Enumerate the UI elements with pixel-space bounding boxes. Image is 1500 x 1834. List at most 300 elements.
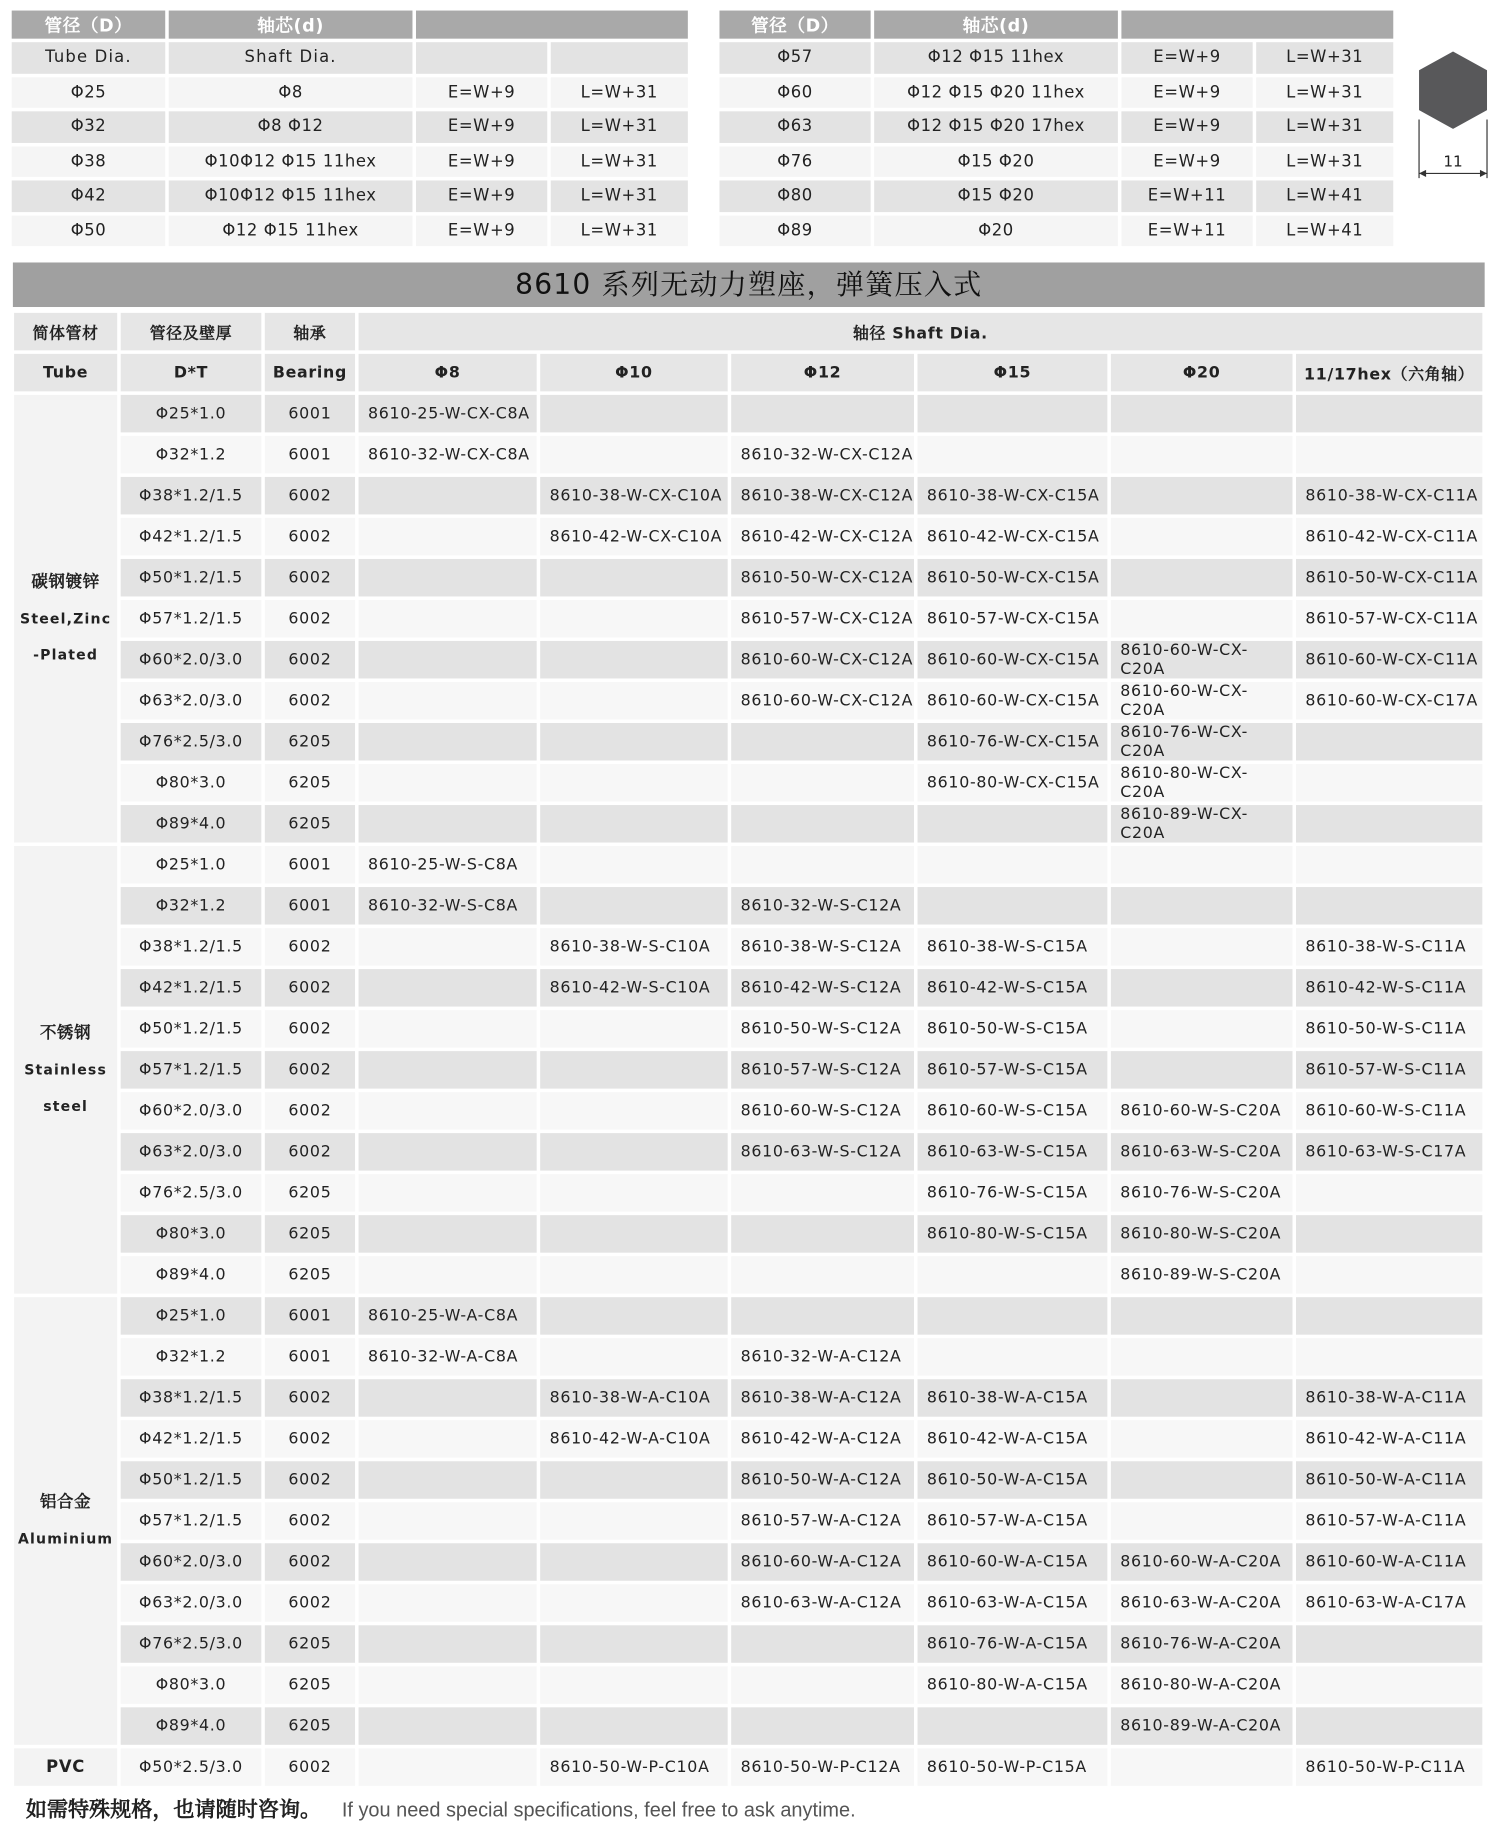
part-number-cell: 8610-76-W-CX-C15A (918, 723, 1108, 760)
bearing-cell: 6002 (265, 1010, 355, 1047)
bearing-cell: 6205 (265, 1174, 355, 1211)
bearing-cell: 6205 (265, 1215, 355, 1252)
part-number-cell: 8610-63-W-A-C15A (918, 1584, 1108, 1621)
part-number-cell (918, 1297, 1108, 1334)
dt-cell: Φ50*1.2/1.5 (121, 1461, 262, 1498)
part-number-cell (731, 846, 914, 883)
part-number-cell: 8610-25-W-CX-C8A (359, 395, 537, 432)
part-number-cell: 8610-80-W-A-C20A (1111, 1666, 1293, 1703)
dt-cell: Φ60*2.0/3.0 (121, 641, 262, 678)
dt-cell: Φ60*2.0/3.0 (121, 1543, 262, 1580)
part-number-cell: 8610-32-W-S-C8A (359, 887, 537, 924)
material-name-cn: 碳钢镀锌 (31, 572, 100, 592)
part-number-cell: 8610-57-W-S-C15A (918, 1051, 1108, 1088)
part-number-cell: 8610-38-W-S-C15A (918, 928, 1108, 965)
material-name-cn: 铝合金 (39, 1492, 92, 1512)
dt-cell: Φ89*4.0 (121, 1707, 262, 1744)
part-number-cell (540, 764, 727, 801)
spec-row (12, 215, 688, 246)
part-number-cell (1111, 1010, 1293, 1047)
col-subheader: Φ12 (731, 354, 914, 391)
dt-cell: Φ32*1.2 (121, 887, 262, 924)
subheader-tube-dia: Tube Dia. (12, 42, 166, 73)
spec-row (12, 146, 688, 177)
bearing-cell: 6002 (265, 600, 355, 637)
hex-shaft-icon (1416, 49, 1491, 185)
tube-dia-cell: Φ25 (12, 77, 166, 108)
part-number-cell (540, 682, 727, 719)
part-number-cell (540, 600, 727, 637)
part-number-cell: 8610-32-W-A-C8A (359, 1338, 537, 1375)
material-name-cn: PVC (46, 1757, 86, 1776)
part-number-cell (918, 1256, 1108, 1293)
part-number-cell: 8610-60-W-CX-C20A (1111, 682, 1293, 719)
subheader-blank (551, 42, 688, 73)
part-number-cell (359, 969, 537, 1006)
spec-table-left (8, 7, 691, 250)
part-number-cell: 8610-50-W-S-C12A (731, 1010, 914, 1047)
bearing-cell: 6002 (265, 641, 355, 678)
part-number-cell: 8610-50-W-CX-C15A (918, 559, 1108, 596)
part-number-cell: 8610-38-W-A-C15A (918, 1379, 1108, 1416)
table-row (14, 1461, 1482, 1498)
part-number-cell (1296, 723, 1482, 760)
shaft-dia-cell: Φ10Φ12 Φ15 11hex (169, 180, 413, 211)
tube-dia-cell: Φ60 (719, 77, 870, 108)
e-formula-cell: E=W+9 (1121, 42, 1252, 73)
e-formula-cell: E=W+9 (416, 146, 547, 177)
tube-dia-cell: Φ89 (719, 215, 870, 246)
col-subheader: Tube (14, 354, 117, 391)
table-row (14, 395, 1482, 432)
part-number-cell (359, 1215, 537, 1252)
bearing-cell: 6205 (265, 1256, 355, 1293)
bearing-cell: 6001 (265, 1338, 355, 1375)
part-number-cell (731, 1215, 914, 1252)
table-row (14, 600, 1482, 637)
part-number-cell (1296, 887, 1482, 924)
spec-row (719, 180, 1393, 211)
part-number-cell: 8610-25-W-S-C8A (359, 846, 537, 883)
part-number-cell: 8610-63-W-A-C20A (1111, 1584, 1293, 1621)
bearing-cell: 6002 (265, 1461, 355, 1498)
part-number-cell: 8610-76-W-CX-C20A (1111, 723, 1293, 760)
l-formula-cell: L=W+31 (1256, 42, 1393, 73)
dt-cell: Φ42*1.2/1.5 (121, 969, 262, 1006)
part-number-cell (1296, 1338, 1482, 1375)
part-number-cell (359, 1092, 537, 1129)
part-number-cell (1296, 1625, 1482, 1662)
part-number-cell (731, 1256, 914, 1293)
footer-note-cn: 如需特殊规格，也请随时咨询。 (25, 1797, 322, 1823)
part-number-cell: 8610-60-W-S-C11A (1296, 1092, 1482, 1129)
header-shaft-dia: 轴芯(d) (874, 11, 1118, 39)
part-number-cell (540, 1010, 727, 1047)
part-number-cell: 8610-25-W-A-C8A (359, 1297, 537, 1334)
dt-cell: Φ63*2.0/3.0 (121, 682, 262, 719)
bearing-cell: 6205 (265, 764, 355, 801)
part-number-cell: 8610-38-W-CX-C12A (731, 477, 914, 514)
part-number-cell (540, 1256, 727, 1293)
part-number-cell (731, 395, 914, 432)
l-formula-cell: L=W+31 (1256, 77, 1393, 108)
table-row (14, 1051, 1482, 1088)
header-blank (1121, 11, 1393, 39)
part-number-cell: 8610-60-W-CX-C15A (918, 682, 1108, 719)
e-formula-cell: E=W+9 (416, 77, 547, 108)
col-header-diameter-thickness: 管径及壁厚 (121, 313, 262, 350)
material-name-en-2: steel (43, 1097, 89, 1114)
dt-cell: Φ25*1.0 (121, 1297, 262, 1334)
tube-dia-cell: Φ32 (12, 111, 166, 142)
header-blank (416, 11, 688, 39)
bearing-cell: 6002 (265, 1543, 355, 1580)
bearing-cell: 6001 (265, 846, 355, 883)
part-number-cell (540, 1051, 727, 1088)
table-row (14, 1092, 1482, 1129)
part-number-cell (359, 1174, 537, 1211)
table-subheader-row (14, 354, 1482, 391)
part-number-cell: 8610-32-W-A-C12A (731, 1338, 914, 1375)
part-number-cell (1111, 1297, 1293, 1334)
part-number-cell: 8610-38-W-A-C12A (731, 1379, 914, 1416)
part-number-cell: 8610-42-W-S-C10A (540, 969, 727, 1006)
part-number-cell: 8610-76-W-A-C15A (918, 1625, 1108, 1662)
part-number-cell (1111, 928, 1293, 965)
part-number-cell (1111, 600, 1293, 637)
part-number-cell: 8610-60-W-CX-C20A (1111, 641, 1293, 678)
part-number-cell (540, 559, 727, 596)
shaft-dia-cell: Φ10Φ12 Φ15 11hex (169, 146, 413, 177)
dt-cell: Φ38*1.2/1.5 (121, 928, 262, 965)
part-number-cell (359, 1461, 537, 1498)
table-row (14, 1420, 1482, 1457)
l-formula-cell: L=W+31 (551, 215, 688, 246)
l-formula-cell: L=W+41 (1256, 215, 1393, 246)
table-row (14, 723, 1482, 760)
spec-row (719, 111, 1393, 142)
spec-row (719, 215, 1393, 246)
part-number-cell (540, 395, 727, 432)
table-row (14, 1502, 1482, 1539)
shaft-dia-cell: Φ8 (169, 77, 413, 108)
dt-cell: Φ38*1.2/1.5 (121, 477, 262, 514)
shaft-dia-cell: Φ8 Φ12 (169, 111, 413, 142)
bearing-cell: 6002 (265, 1748, 355, 1785)
part-number-cell (359, 805, 537, 842)
part-number-cell: 8610-60-W-A-C11A (1296, 1543, 1482, 1580)
part-number-cell: 8610-42-W-A-C12A (731, 1420, 914, 1457)
table-row (14, 846, 1482, 883)
part-number-cell: 8610-42-W-CX-C10A (540, 518, 727, 555)
part-number-cell (1111, 1502, 1293, 1539)
part-number-cell (1111, 436, 1293, 473)
part-number-cell: 8610-60-W-A-C12A (731, 1543, 914, 1580)
bearing-cell: 6001 (265, 436, 355, 473)
part-number-cell: 8610-76-W-S-C15A (918, 1174, 1108, 1211)
part-number-cell (1111, 1461, 1293, 1498)
bearing-cell: 6002 (265, 1502, 355, 1539)
bearing-cell: 6002 (265, 1420, 355, 1457)
part-number-cell (359, 600, 537, 637)
footer-note (26, 1793, 856, 1823)
col-subheader: Φ10 (540, 354, 727, 391)
part-number-cell: 8610-42-W-A-C10A (540, 1420, 727, 1457)
part-number-cell (540, 1215, 727, 1252)
part-number-cell: 8610-63-W-A-C17A (1296, 1584, 1482, 1621)
dt-cell: Φ50*2.5/3.0 (121, 1748, 262, 1785)
bearing-cell: 6001 (265, 887, 355, 924)
table-row (14, 641, 1482, 678)
subheader-shaft-dia: Shaft Dia. (169, 42, 413, 73)
part-number-cell (359, 1051, 537, 1088)
part-number-cell (731, 1707, 914, 1744)
l-formula-cell: L=W+41 (1256, 180, 1393, 211)
part-number-cell: 8610-60-W-S-C12A (731, 1092, 914, 1129)
part-number-cell: 8610-50-W-P-C11A (1296, 1748, 1482, 1785)
part-number-cell (1296, 1666, 1482, 1703)
spec-table-right (716, 7, 1397, 250)
material-name-cn: 不锈钢 (39, 1023, 92, 1043)
part-number-cell (540, 1502, 727, 1539)
table-row (14, 1297, 1482, 1334)
part-number-cell (1111, 1420, 1293, 1457)
part-number-cell (359, 1502, 537, 1539)
part-number-cell: 8610-60-W-S-C20A (1111, 1092, 1293, 1129)
bearing-cell: 6205 (265, 1625, 355, 1662)
part-number-cell (918, 887, 1108, 924)
shaft-dia-cell: Φ15 Φ20 (874, 146, 1118, 177)
part-number-cell (540, 1338, 727, 1375)
part-number-cell: 8610-50-W-P-C15A (918, 1748, 1108, 1785)
bearing-cell: 6002 (265, 682, 355, 719)
part-number-cell (731, 1666, 914, 1703)
col-header-bearing: 轴承 (265, 313, 355, 350)
bearing-cell: 6002 (265, 477, 355, 514)
part-number-cell (918, 395, 1108, 432)
bearing-cell: 6205 (265, 723, 355, 760)
col-subheader: Bearing (265, 354, 355, 391)
dt-cell: Φ80*3.0 (121, 764, 262, 801)
dt-cell: Φ89*4.0 (121, 805, 262, 842)
e-formula-cell: E=W+11 (1121, 215, 1252, 246)
shaft-dia-cell: Φ12 Φ15 11hex (169, 215, 413, 246)
part-number-cell (918, 1338, 1108, 1375)
dt-cell: Φ76*2.5/3.0 (121, 723, 262, 760)
bearing-cell: 6002 (265, 1051, 355, 1088)
part-number-cell (540, 1625, 727, 1662)
table-row (14, 1133, 1482, 1170)
part-number-cell: 8610-32-W-CX-C12A (731, 436, 914, 473)
part-number-cell: 8610-38-W-A-C11A (1296, 1379, 1482, 1416)
table-header-row (14, 313, 1482, 350)
part-number-cell: 8610-42-W-S-C15A (918, 969, 1108, 1006)
col-subheader: 11/17hex（六角轴） (1296, 354, 1482, 391)
dt-cell: Φ89*4.0 (121, 1256, 262, 1293)
part-number-cell: 8610-57-W-A-C11A (1296, 1502, 1482, 1539)
l-formula-cell: L=W+31 (551, 146, 688, 177)
part-number-cell (359, 1379, 537, 1416)
part-number-cell: 8610-60-W-A-C15A (918, 1543, 1108, 1580)
dt-cell: Φ50*1.2/1.5 (121, 1010, 262, 1047)
table-row (14, 1010, 1482, 1047)
table-row (14, 436, 1482, 473)
part-number-cell (540, 1461, 727, 1498)
part-number-cell (1296, 395, 1482, 432)
part-number-cell: 8610-89-W-A-C20A (1111, 1707, 1293, 1744)
part-number-cell: 8610-80-W-A-C15A (918, 1666, 1108, 1703)
dt-cell: Φ60*2.0/3.0 (121, 1092, 262, 1129)
col-subheader: D*T (121, 354, 262, 391)
part-number-table (11, 309, 1486, 1789)
material-cell (14, 395, 117, 843)
part-number-cell: 8610-60-W-A-C20A (1111, 1543, 1293, 1580)
table-row (14, 1256, 1482, 1293)
part-number-cell: 8610-42-W-S-C12A (731, 969, 914, 1006)
dt-cell: Φ42*1.2/1.5 (121, 518, 262, 555)
part-number-cell: 8610-57-W-CX-C15A (918, 600, 1108, 637)
bearing-cell: 6002 (265, 969, 355, 1006)
spec-subheader-row (12, 42, 688, 73)
part-number-cell: 8610-50-W-CX-C11A (1296, 559, 1482, 596)
table-row (14, 477, 1482, 514)
dt-cell: Φ57*1.2/1.5 (121, 600, 262, 637)
material-cell (14, 1748, 117, 1785)
col-subheader: Φ20 (1111, 354, 1293, 391)
part-number-cell: 8610-80-W-CX-C15A (918, 764, 1108, 801)
part-number-cell (540, 1666, 727, 1703)
shaft-dia-cell: Φ12 Φ15 Φ20 17hex (874, 111, 1118, 142)
dt-cell: Φ25*1.0 (121, 395, 262, 432)
table-row (14, 559, 1482, 596)
dt-cell: Φ57*1.2/1.5 (121, 1502, 262, 1539)
table-row (14, 969, 1482, 1006)
part-number-cell (1111, 477, 1293, 514)
part-number-cell (1111, 1379, 1293, 1416)
part-number-cell (359, 1256, 537, 1293)
part-number-cell: 8610-80-W-CX-C20A (1111, 764, 1293, 801)
part-number-cell: 8610-76-W-S-C20A (1111, 1174, 1293, 1211)
dt-cell: Φ32*1.2 (121, 436, 262, 473)
part-number-cell: 8610-32-W-CX-C8A (359, 436, 537, 473)
table-row (14, 805, 1482, 842)
part-number-cell: 8610-50-W-S-C11A (1296, 1010, 1482, 1047)
bearing-cell: 6001 (265, 395, 355, 432)
part-number-cell (731, 1625, 914, 1662)
part-number-cell: 8610-38-W-S-C12A (731, 928, 914, 965)
part-number-cell: 8610-42-W-CX-C12A (731, 518, 914, 555)
spec-row (719, 77, 1393, 108)
spec-row (12, 180, 688, 211)
material-name-en-2: -Plated (33, 646, 99, 663)
part-number-cell (731, 1174, 914, 1211)
part-number-cell: 8610-60-W-S-C15A (918, 1092, 1108, 1129)
part-number-cell (918, 805, 1108, 842)
spec-row (719, 146, 1393, 177)
col-subheader: Φ15 (918, 354, 1108, 391)
part-number-cell (1296, 1174, 1482, 1211)
part-number-cell: 8610-57-W-A-C15A (918, 1502, 1108, 1539)
part-number-cell (359, 641, 537, 678)
dt-cell: Φ50*1.2/1.5 (121, 559, 262, 596)
e-formula-cell: E=W+11 (1121, 180, 1252, 211)
dt-cell: Φ25*1.0 (121, 846, 262, 883)
part-number-cell: 8610-38-W-CX-C10A (540, 477, 727, 514)
tube-dia-cell: Φ42 (12, 180, 166, 211)
dt-cell: Φ76*2.5/3.0 (121, 1174, 262, 1211)
bearing-cell: 6002 (265, 928, 355, 965)
part-number-cell: 8610-60-W-CX-C11A (1296, 641, 1482, 678)
part-number-cell: 8610-38-W-S-C10A (540, 928, 727, 965)
part-number-cell (359, 1543, 537, 1580)
bearing-cell: 6002 (265, 1133, 355, 1170)
part-number-cell (359, 477, 537, 514)
part-number-cell: 8610-38-W-CX-C11A (1296, 477, 1482, 514)
part-number-cell: 8610-63-W-S-C20A (1111, 1133, 1293, 1170)
shaft-dia-cell: Φ12 Φ15 11hex (874, 42, 1118, 73)
part-number-cell (540, 1543, 727, 1580)
table-row (14, 1338, 1482, 1375)
bearing-cell: 6001 (265, 1297, 355, 1334)
l-formula-cell: L=W+31 (1256, 111, 1393, 142)
part-number-cell (1111, 518, 1293, 555)
tube-dia-cell: Φ50 (12, 215, 166, 246)
material-name-en: Stainless (24, 1061, 108, 1078)
table-row (14, 764, 1482, 801)
l-formula-cell: L=W+31 (551, 180, 688, 211)
part-number-cell (540, 641, 727, 678)
spec-row (719, 42, 1393, 73)
e-formula-cell: E=W+9 (416, 180, 547, 211)
part-number-cell: 8610-57-W-CX-C11A (1296, 600, 1482, 637)
table-row (14, 518, 1482, 555)
part-number-cell: 8610-80-W-S-C20A (1111, 1215, 1293, 1252)
part-number-cell (540, 887, 727, 924)
table-row (14, 682, 1482, 719)
dt-cell: Φ32*1.2 (121, 1338, 262, 1375)
dt-cell: Φ80*3.0 (121, 1666, 262, 1703)
part-number-cell: 8610-57-W-CX-C12A (731, 600, 914, 637)
part-number-cell (359, 1420, 537, 1457)
part-number-cell: 8610-50-W-P-C12A (731, 1748, 914, 1785)
part-number-cell: 8610-42-W-A-C15A (918, 1420, 1108, 1457)
dt-cell: Φ42*1.2/1.5 (121, 1420, 262, 1457)
part-number-cell (359, 1584, 537, 1621)
part-number-cell: 8610-80-W-S-C15A (918, 1215, 1108, 1252)
part-number-cell: 8610-89-W-CX-C20A (1111, 805, 1293, 842)
part-number-cell (1296, 1256, 1482, 1293)
header-tube-dia: 管径（D） (719, 11, 870, 39)
spec-row (12, 111, 688, 142)
dt-cell: Φ57*1.2/1.5 (121, 1051, 262, 1088)
material-name-en: Steel,Zinc (20, 609, 112, 627)
part-number-cell (359, 928, 537, 965)
part-number-cell: 8610-57-W-A-C12A (731, 1502, 914, 1539)
bearing-cell: 6002 (265, 559, 355, 596)
part-number-cell: 8610-76-W-A-C20A (1111, 1625, 1293, 1662)
shaft-dia-cell: Φ15 Φ20 (874, 180, 1118, 211)
spec-header-row (12, 11, 688, 39)
part-number-cell: 8610-50-W-P-C10A (540, 1748, 727, 1785)
part-number-cell: 8610-42-W-CX-C15A (918, 518, 1108, 555)
part-number-cell (1296, 1707, 1482, 1744)
subheader-blank (416, 42, 547, 73)
part-number-cell (1296, 764, 1482, 801)
part-number-cell: 8610-50-W-CX-C12A (731, 559, 914, 596)
table-row (14, 1584, 1482, 1621)
part-number-cell: 8610-38-W-CX-C15A (918, 477, 1108, 514)
e-formula-cell: E=W+9 (416, 215, 547, 246)
